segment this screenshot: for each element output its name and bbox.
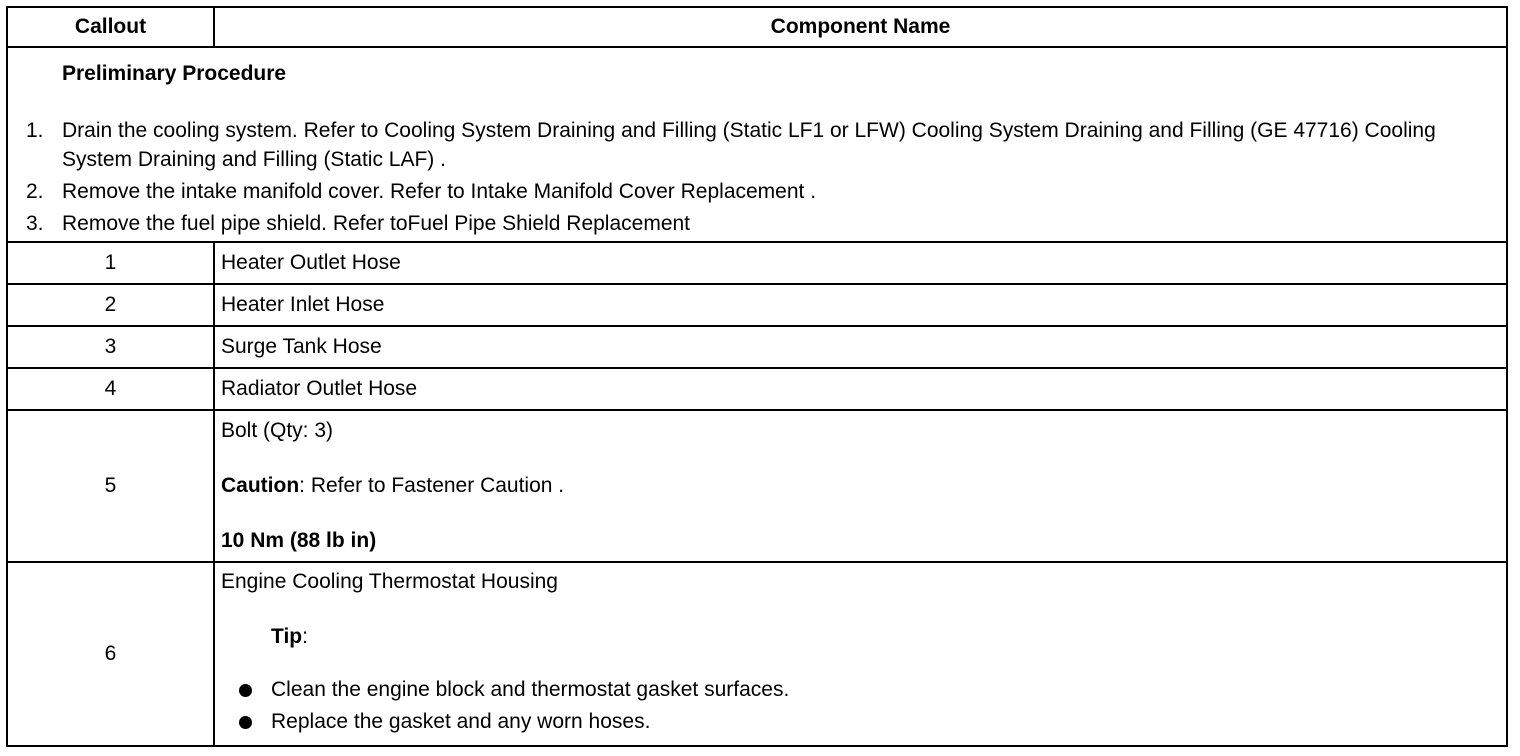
bullet-icon [239, 684, 252, 697]
component-name-cell: Heater Inlet Hose [214, 284, 1507, 326]
step-number: 2. [26, 180, 44, 203]
preliminary-procedure-row [7, 47, 1507, 242]
preliminary-procedure-title: Preliminary Procedure [62, 62, 287, 85]
step-text: Remove the intake manifold cover. Refer to Intake Manifold Cover Replacement . [62, 180, 817, 203]
table-header-row [7, 7, 1507, 47]
component-name-cell: Surge Tank Hose [214, 326, 1507, 368]
list-item [221, 706, 1506, 738]
caution-text: : Refer to Fastener Caution . [299, 474, 565, 497]
list-item [221, 674, 1506, 706]
component-name: Engine Cooling Thermostat Housing [221, 570, 558, 593]
step-text: Remove the fuel pipe shield. Refer toFuel Pipe Shield Replacement [62, 212, 691, 235]
component-table [6, 6, 1508, 747]
bullet-text: Replace the gasket and any worn hoses. [271, 710, 651, 733]
callout-cell: 3 [7, 326, 214, 368]
preliminary-step [8, 209, 1506, 238]
table-row [7, 242, 1507, 284]
bullet-icon [239, 716, 252, 729]
bullet-text: Clean the engine block and thermostat gasket surfaces. [271, 678, 790, 701]
component-detail-cell [214, 562, 1507, 746]
tip-label: Tip [271, 625, 303, 648]
torque-spec: 10 Nm (88 lb in) [221, 529, 377, 552]
table-row [7, 284, 1507, 326]
callout-cell: 2 [7, 284, 214, 326]
preliminary-step [8, 177, 1506, 206]
preliminary-steps-list [8, 116, 1506, 238]
callout-cell: 6 [7, 562, 214, 746]
step-number: 3. [26, 212, 44, 235]
callout-cell: 5 [7, 410, 214, 562]
component-name-cell: Heater Outlet Hose [214, 242, 1507, 284]
table-row [7, 326, 1507, 368]
caution-label: Caution [221, 474, 300, 497]
tip-line [221, 625, 1506, 649]
table-row [7, 368, 1507, 410]
step-text: Drain the cooling system. Refer to Cooling System Draining and Filling (Static LF1 or LFW) Cooling System Draining and Filling (GE 47716) Cooling System Draining and Filling (Static LAF) . [62, 119, 1436, 171]
component-name-cell: Radiator Outlet Hose [214, 368, 1507, 410]
step-number: 1. [26, 119, 44, 142]
callout-cell: 4 [7, 368, 214, 410]
tip-colon: : [302, 625, 308, 648]
header-callout: Callout [7, 7, 214, 47]
table-row [7, 562, 1507, 746]
preliminary-procedure-cell [7, 47, 1507, 242]
preliminary-step [8, 116, 1506, 174]
header-component-name: Component Name [214, 7, 1507, 47]
callout-cell: 1 [7, 242, 214, 284]
tip-bullet-list [221, 674, 1506, 738]
table-row [7, 410, 1507, 562]
component-detail-cell [214, 410, 1507, 562]
component-name: Bolt (Qty: 3) [221, 419, 334, 442]
caution-line [221, 474, 1506, 498]
